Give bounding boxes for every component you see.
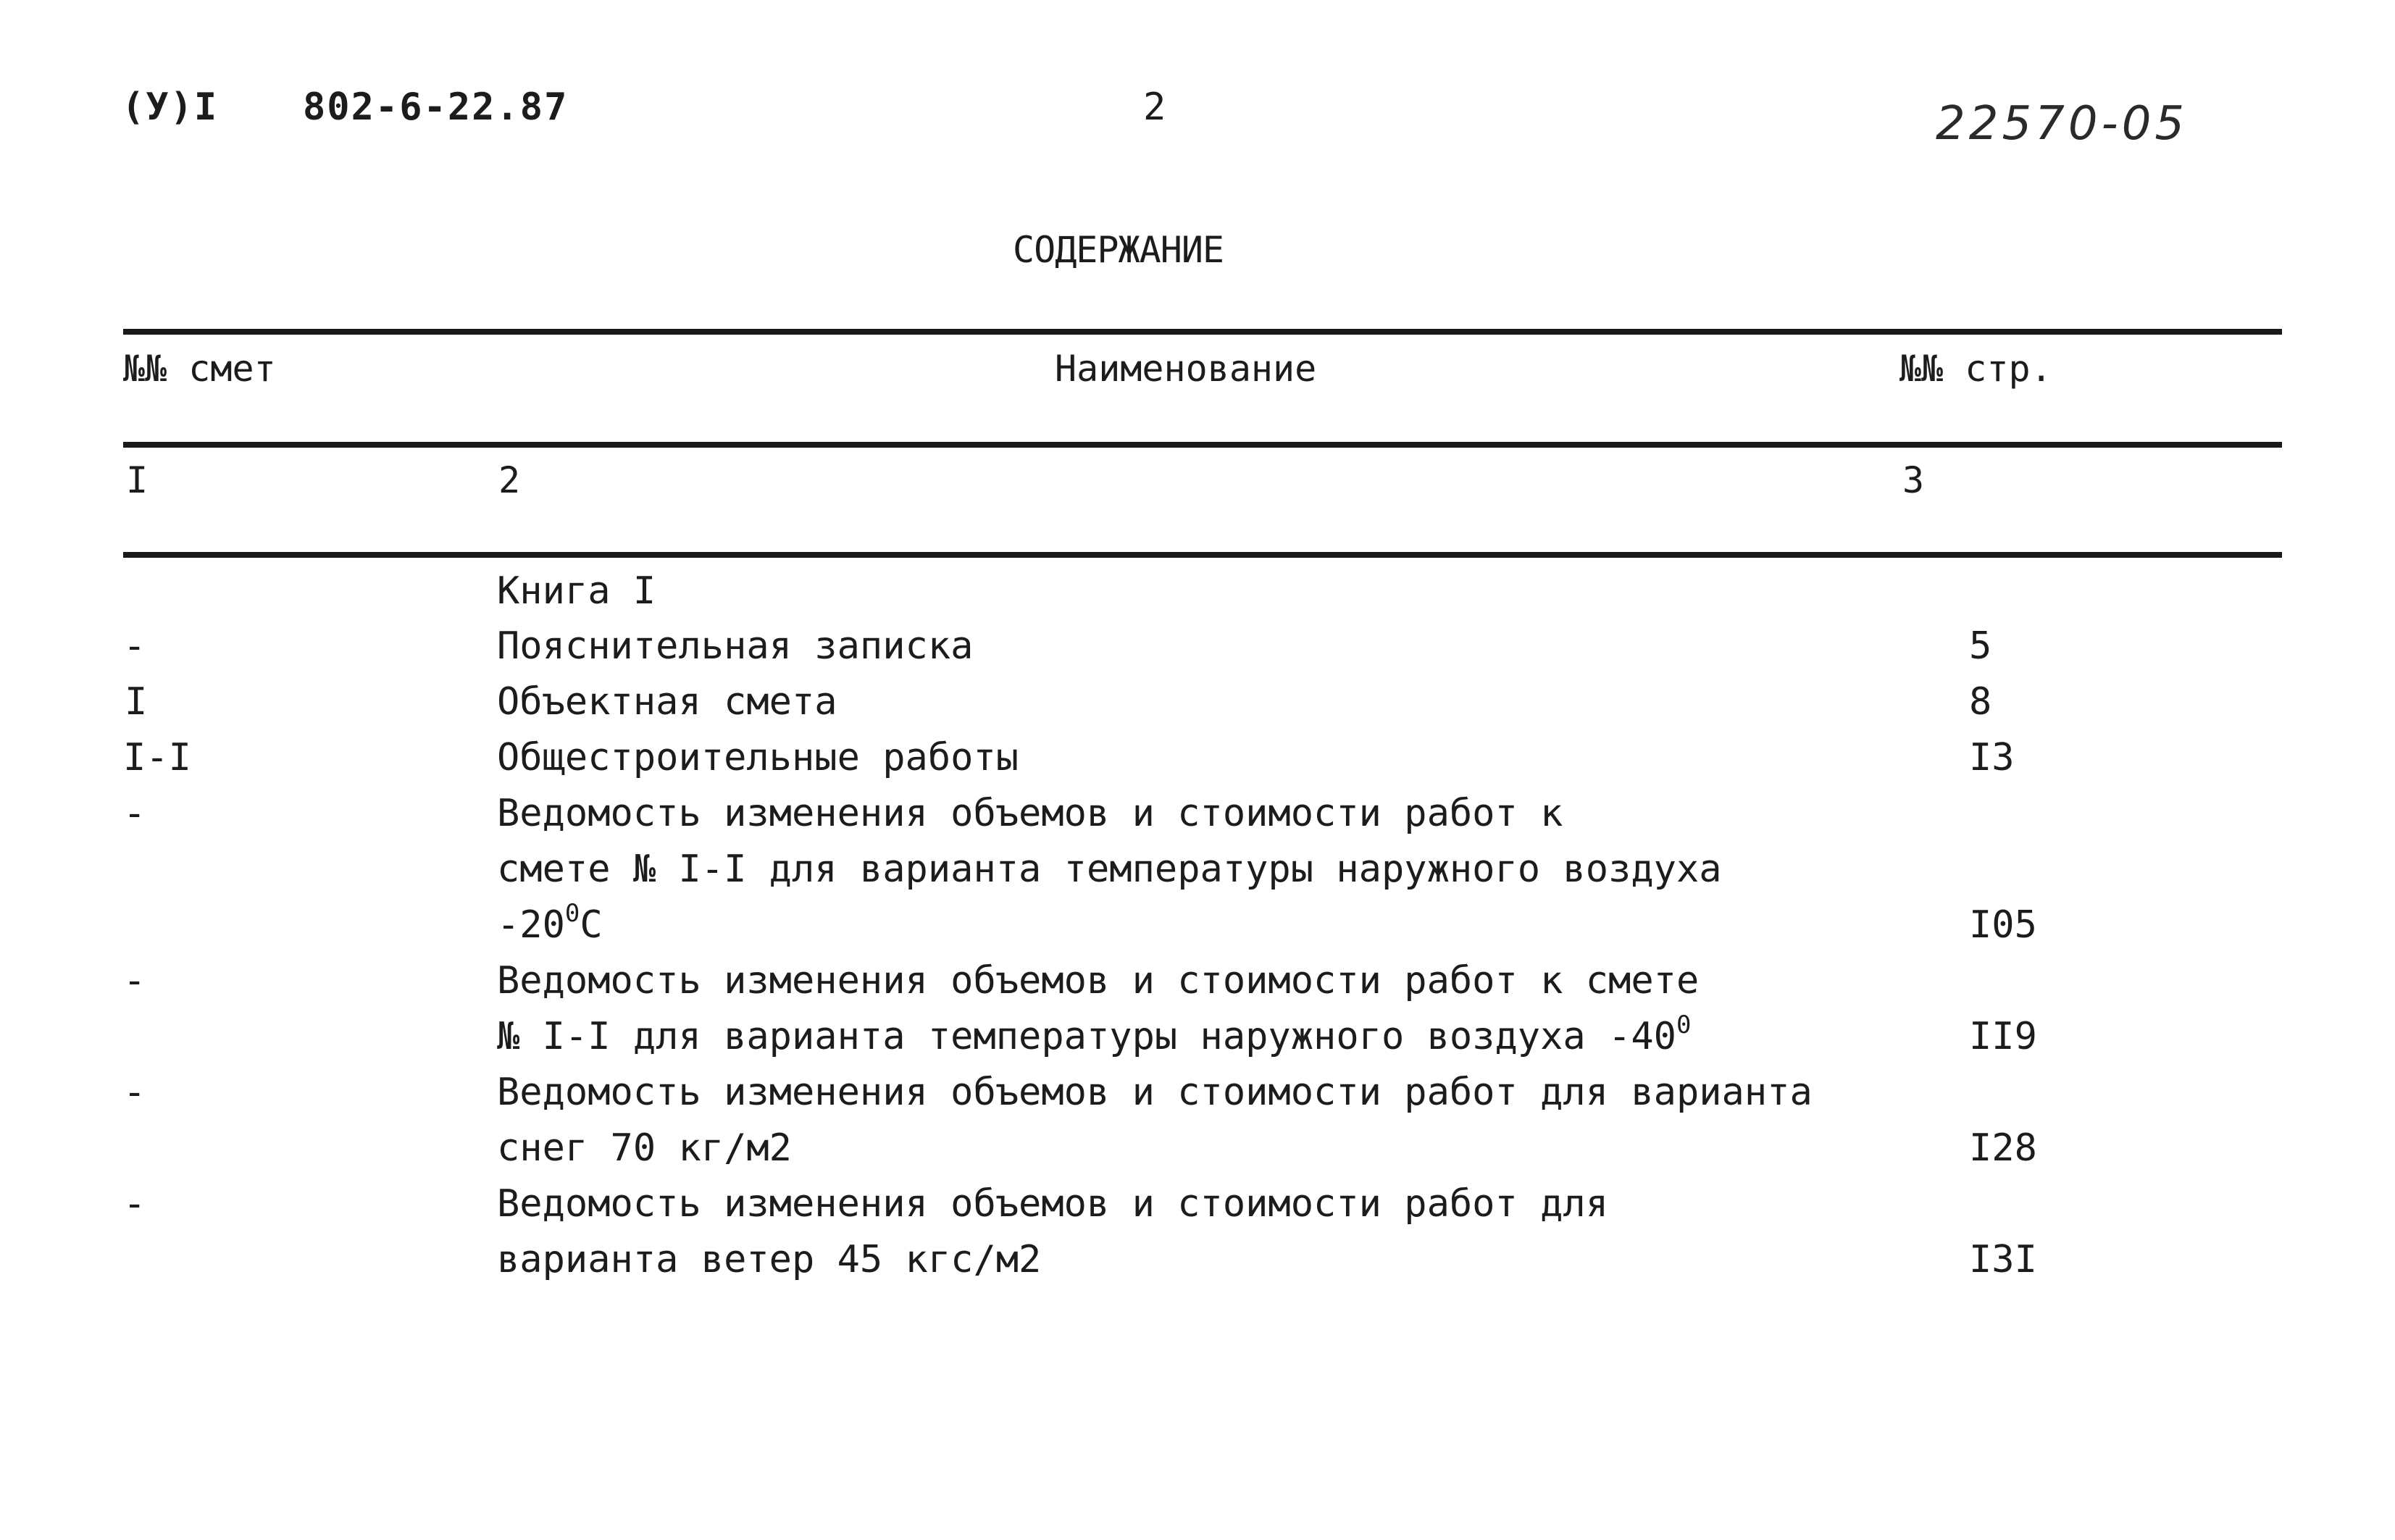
row-5-name-line-2-text: № I-I для варианта температуры наружного воздуха -40	[497, 1015, 1676, 1058]
table-header-rule	[123, 442, 2282, 448]
page-number: 2	[1143, 85, 1166, 129]
row-1-page: 5	[1969, 624, 1992, 668]
row-2-name: Объектная смета	[497, 680, 837, 724]
table-top-rule	[123, 329, 2282, 335]
book-title: Книга I	[497, 569, 656, 613]
row-4-degree-mark: 0	[564, 899, 580, 928]
row-6-name-line-1: Ведомость изменения объемов и стоимости работ для варианта	[497, 1071, 1813, 1114]
row-5-degree-mark: 0	[1676, 1010, 1692, 1039]
column-header-page: №№ стр.	[1899, 348, 2052, 390]
row-5-page: II9	[1969, 1015, 2037, 1058]
row-1-name: Пояснительная записка	[497, 624, 974, 668]
row-6-estimate: -	[123, 1071, 146, 1114]
column-number-2: 2	[498, 459, 521, 501]
row-4-name-line-1: Ведомость изменения объемов и стоимости работ к	[497, 792, 1563, 835]
column-header-name: Наименование	[1055, 348, 1317, 390]
row-4-name-line-2: смете № I-I для варианта температуры наружного воздуха	[497, 848, 1722, 891]
page-title: СОДЕРЖАНИЕ	[1013, 229, 1224, 271]
column-header-estimate: №№ смет	[123, 348, 276, 390]
row-3-estimate: I-I	[123, 736, 191, 779]
row-2-estimate: I	[125, 680, 148, 724]
row-6-name-line-2: снег 70 кг/м2	[497, 1126, 792, 1170]
document-code-number: 802-6-22.87	[303, 85, 569, 129]
row-7-name-line-2: варианта ветер 45 кгс/м2	[497, 1238, 1042, 1281]
row-4-temperature-value: -20	[497, 903, 565, 947]
row-3-name: Общестроительные работы	[497, 736, 1019, 779]
row-2-page: 8	[1969, 680, 1992, 724]
row-3-page: I3	[1969, 736, 2015, 779]
row-5-name-line-1: Ведомость изменения объемов и стоимости работ к смете	[497, 959, 1700, 1003]
row-7-estimate: -	[123, 1182, 146, 1226]
row-5-estimate: -	[123, 959, 146, 1003]
row-4-name-line-3	[497, 897, 603, 953]
row-7-page: I3I	[1969, 1238, 2037, 1281]
row-4-temperature-unit: C	[580, 903, 603, 947]
document-code-prefix: (У)I	[122, 85, 219, 129]
row-1-estimate: -	[123, 624, 146, 668]
row-6-page: I28	[1969, 1126, 2037, 1170]
row-4-page: I05	[1969, 903, 2037, 947]
handwritten-inventory-number: 22570-05	[1936, 97, 2189, 151]
column-number-1: I	[126, 459, 149, 501]
table-numbering-rule	[123, 552, 2282, 558]
row-5-name-line-2	[497, 1009, 1691, 1065]
column-number-3: 3	[1902, 459, 1925, 501]
row-4-estimate: -	[123, 792, 146, 835]
row-7-name-line-1: Ведомость изменения объемов и стоимости работ для	[497, 1182, 1609, 1226]
